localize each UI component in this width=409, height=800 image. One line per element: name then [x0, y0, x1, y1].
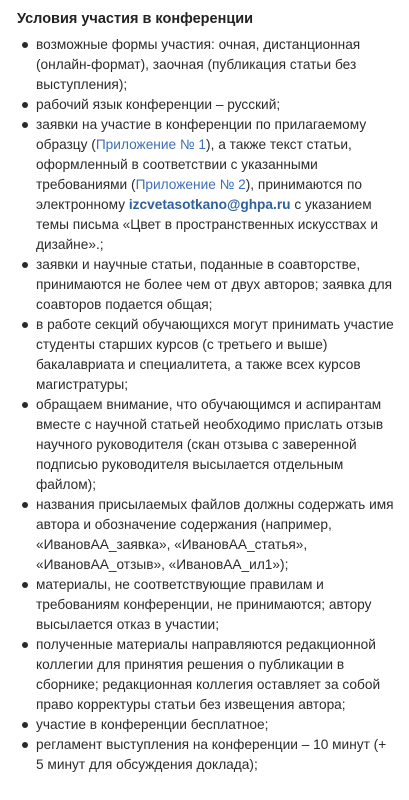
list-item-talk-regulations: регламент выступления на конференции – 10 минут (+ 5 минут для обсуждения доклада); — [36, 735, 397, 775]
list-item-text: ), принимаются по электронному — [36, 177, 362, 212]
list-item-rejection: материалы, не соответствующие правилам и требованиям конференции, не принимаются; автору высылается отказ в участии; — [36, 575, 397, 635]
email-link[interactable]: izcvetasotkano@ghpa.ru — [128, 197, 291, 212]
list-item-language: рабочий язык конференции – русский; — [36, 95, 397, 115]
list-item-supervisor-review: обращаем внимание, что обучающимся и аспирантам вместе с научной статьей необходимо прислать отзыв научного руководителя (скан отзыва с заверенной подписью руководителя высылается отдельным файлом); — [36, 395, 397, 495]
list-item-students: в работе секций обучающихся могут принимать участие студенты старших курсов (с третьего и выше) бакалавриата и специалитета, а также всех курсов магистратуры; — [36, 315, 397, 395]
list-item-coauthors: заявки и научные статьи, поданные в соавторстве, принимаются не более чем от двух авторов; заявка для соавторов подается общая; — [36, 255, 397, 315]
conditions-list — [17, 35, 397, 775]
appendix-1-link[interactable]: Приложение № 1 — [95, 137, 207, 152]
list-item-editorial-board: полученные материалы направляются редакционной коллегии для принятия решения о публикации в сборнике; редакционная коллегия оставляет за собой право корректуры статьи без извещения автора; — [36, 635, 397, 715]
list-item-text: заявки на участие в конференции по прилагаемому образцу ( — [36, 117, 367, 152]
list-item-applications — [36, 115, 397, 255]
list-item-text: ), а также текст статьи, оформленный в соответствии с указанными требованиями ( — [36, 137, 352, 192]
section-title: Условия участия в конференции — [17, 11, 254, 27]
list-item-participation-forms: возможные формы участия: очная, дистанционная (онлайн-формат), заочная (публикация статьи без выступления); — [36, 35, 397, 95]
appendix-2-link[interactable]: Приложение № 2 — [135, 177, 246, 192]
list-item-text: с указанием темы письма «Цвет в пространственных искусствах и дизайне».; — [36, 197, 379, 252]
list-item-file-names: названия присылаемых файлов должны содержать имя автора и обозначение содержания (например, «ИвановАА_заявка», «ИвановАА_статья», «ИвановАА_отзыв», «ИвановАА_ил1»); — [36, 495, 397, 575]
list-item-free-participation: участие в конференции бесплатное; — [36, 715, 397, 735]
